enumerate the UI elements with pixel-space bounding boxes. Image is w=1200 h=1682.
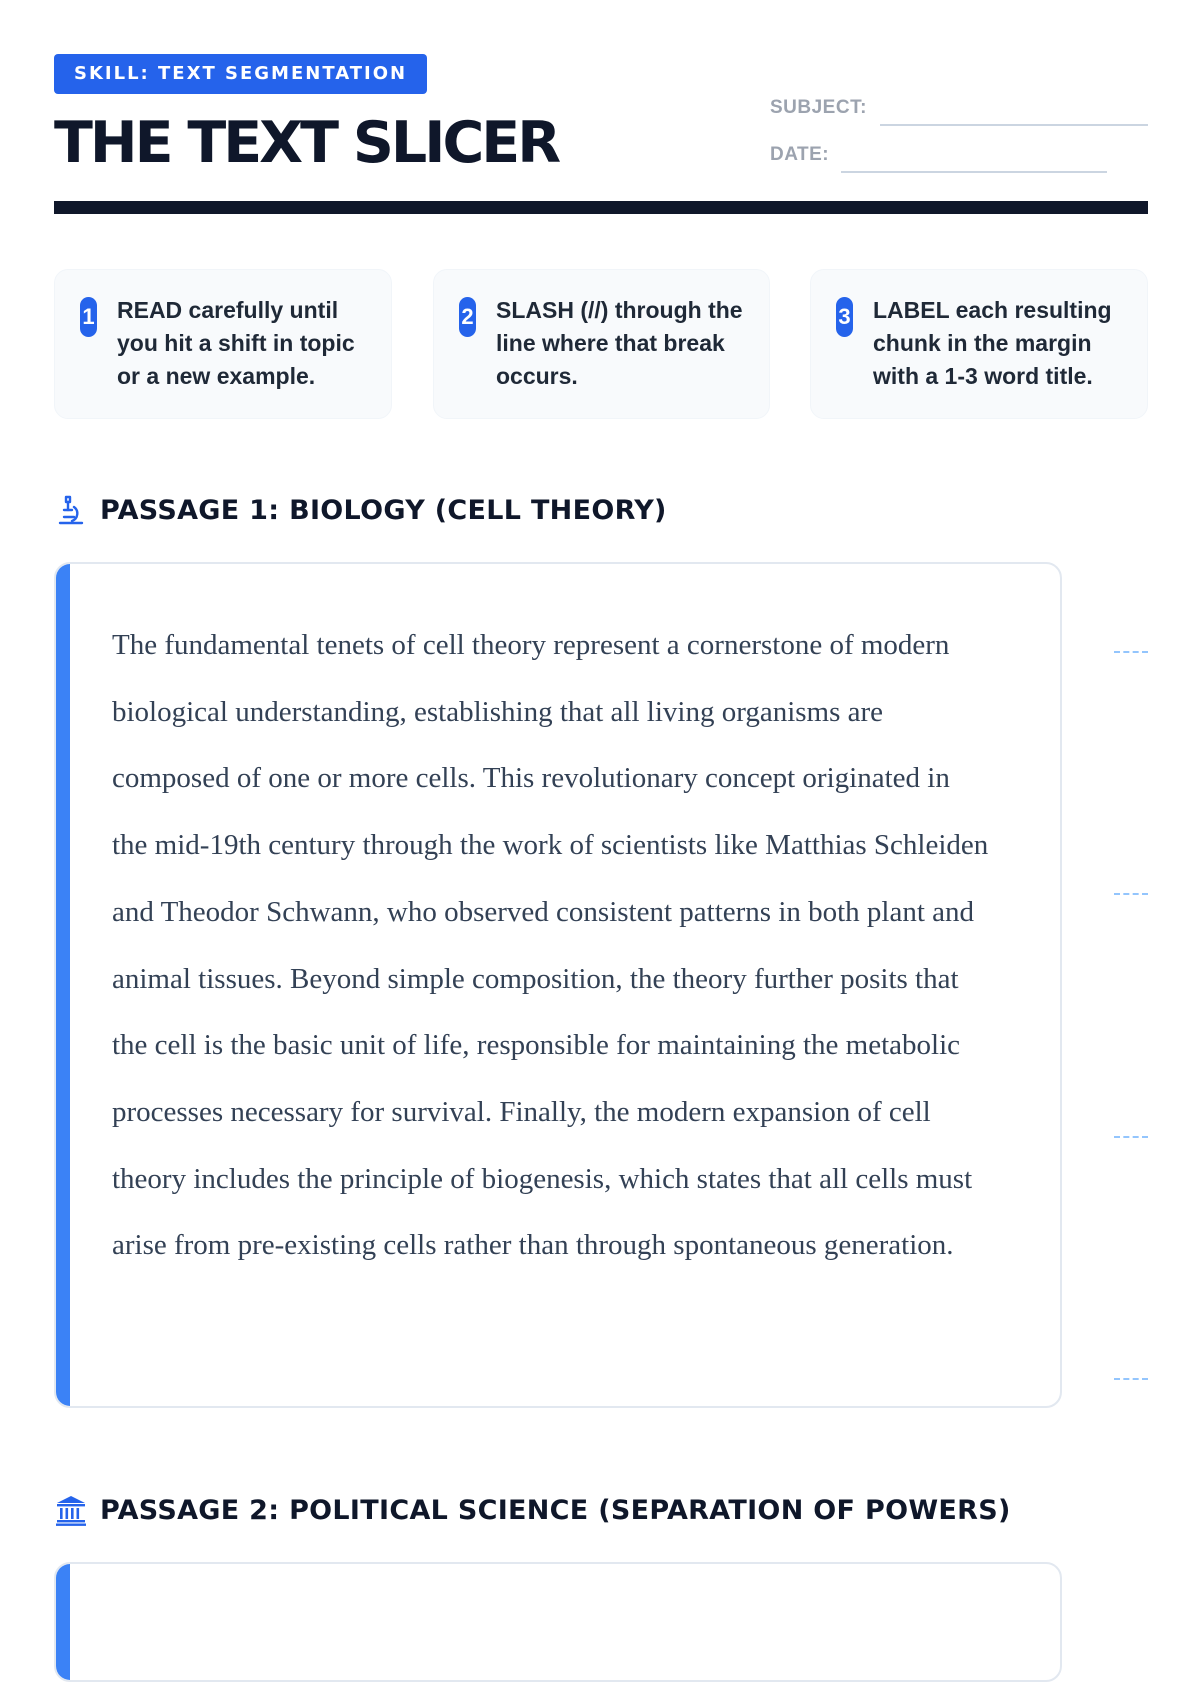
step-number: 3 [836,297,853,337]
passage-1-card[interactable] [54,562,1062,1408]
step-text: LABEL each resulting chunk in the margin with a 1-3 word title. [873,297,1112,389]
worksheet-page [54,0,1148,1600]
step-number: 2 [459,297,476,337]
margin-label-line[interactable] [1114,651,1148,653]
step-text: SLASH (//) through the line where that break occurs. [496,297,743,389]
microscope-icon [54,493,88,527]
step-number: 1 [80,297,97,337]
passage-1-text[interactable]: The fundamental tenets of cell theory represent a cornerstone of modern biological understanding, establishing that all living organisms are composed of one or more cells. This revolutionary concept originated in the mid-19th century through the work of scientists like Matthias Schleiden and Theodor Schwann, who observed consistent patterns in both plant and animal tissues. Beyond simple composition, the theory further posits that the cell is the basic unit of life, responsible for maintaining the metabolic processes necessary for survival. Finally, the modern expansion of cell theory includes the principle of biogenesis, which states that all cells must arise from pre-existing cells rather than through spontaneous generation. [112,629,989,1262]
margin-label-line[interactable] [1114,1136,1148,1138]
margin-label-line[interactable] [1114,1378,1148,1380]
government-building-icon [54,1493,88,1527]
step-card-label [810,269,1148,419]
passage-2-header [54,1490,1011,1530]
passage-1-title: PASSAGE 1: BIOLOGY (CELL THEORY) [100,494,667,526]
passage-1-header [54,490,667,530]
header-divider [54,201,1148,214]
step-card-read [54,269,392,419]
date-label: DATE: [770,144,830,165]
passage-2-title: PASSAGE 2: POLITICAL SCIENCE (SEPARATION OF POWERS) [100,1494,1011,1526]
page-title: THE TEXT SLICER [54,110,559,176]
date-field[interactable] [841,171,1107,173]
skill-badge: SKILL: TEXT SEGMENTATION [54,54,427,94]
margin-label-line[interactable] [1114,893,1148,895]
step-card-slash [433,269,770,419]
step-text: READ carefully until you hit a shift in topic or a new example. [117,297,355,389]
passage-2-card[interactable] [54,1562,1062,1682]
subject-field[interactable] [880,124,1148,126]
subject-label: SUBJECT: [770,97,867,118]
